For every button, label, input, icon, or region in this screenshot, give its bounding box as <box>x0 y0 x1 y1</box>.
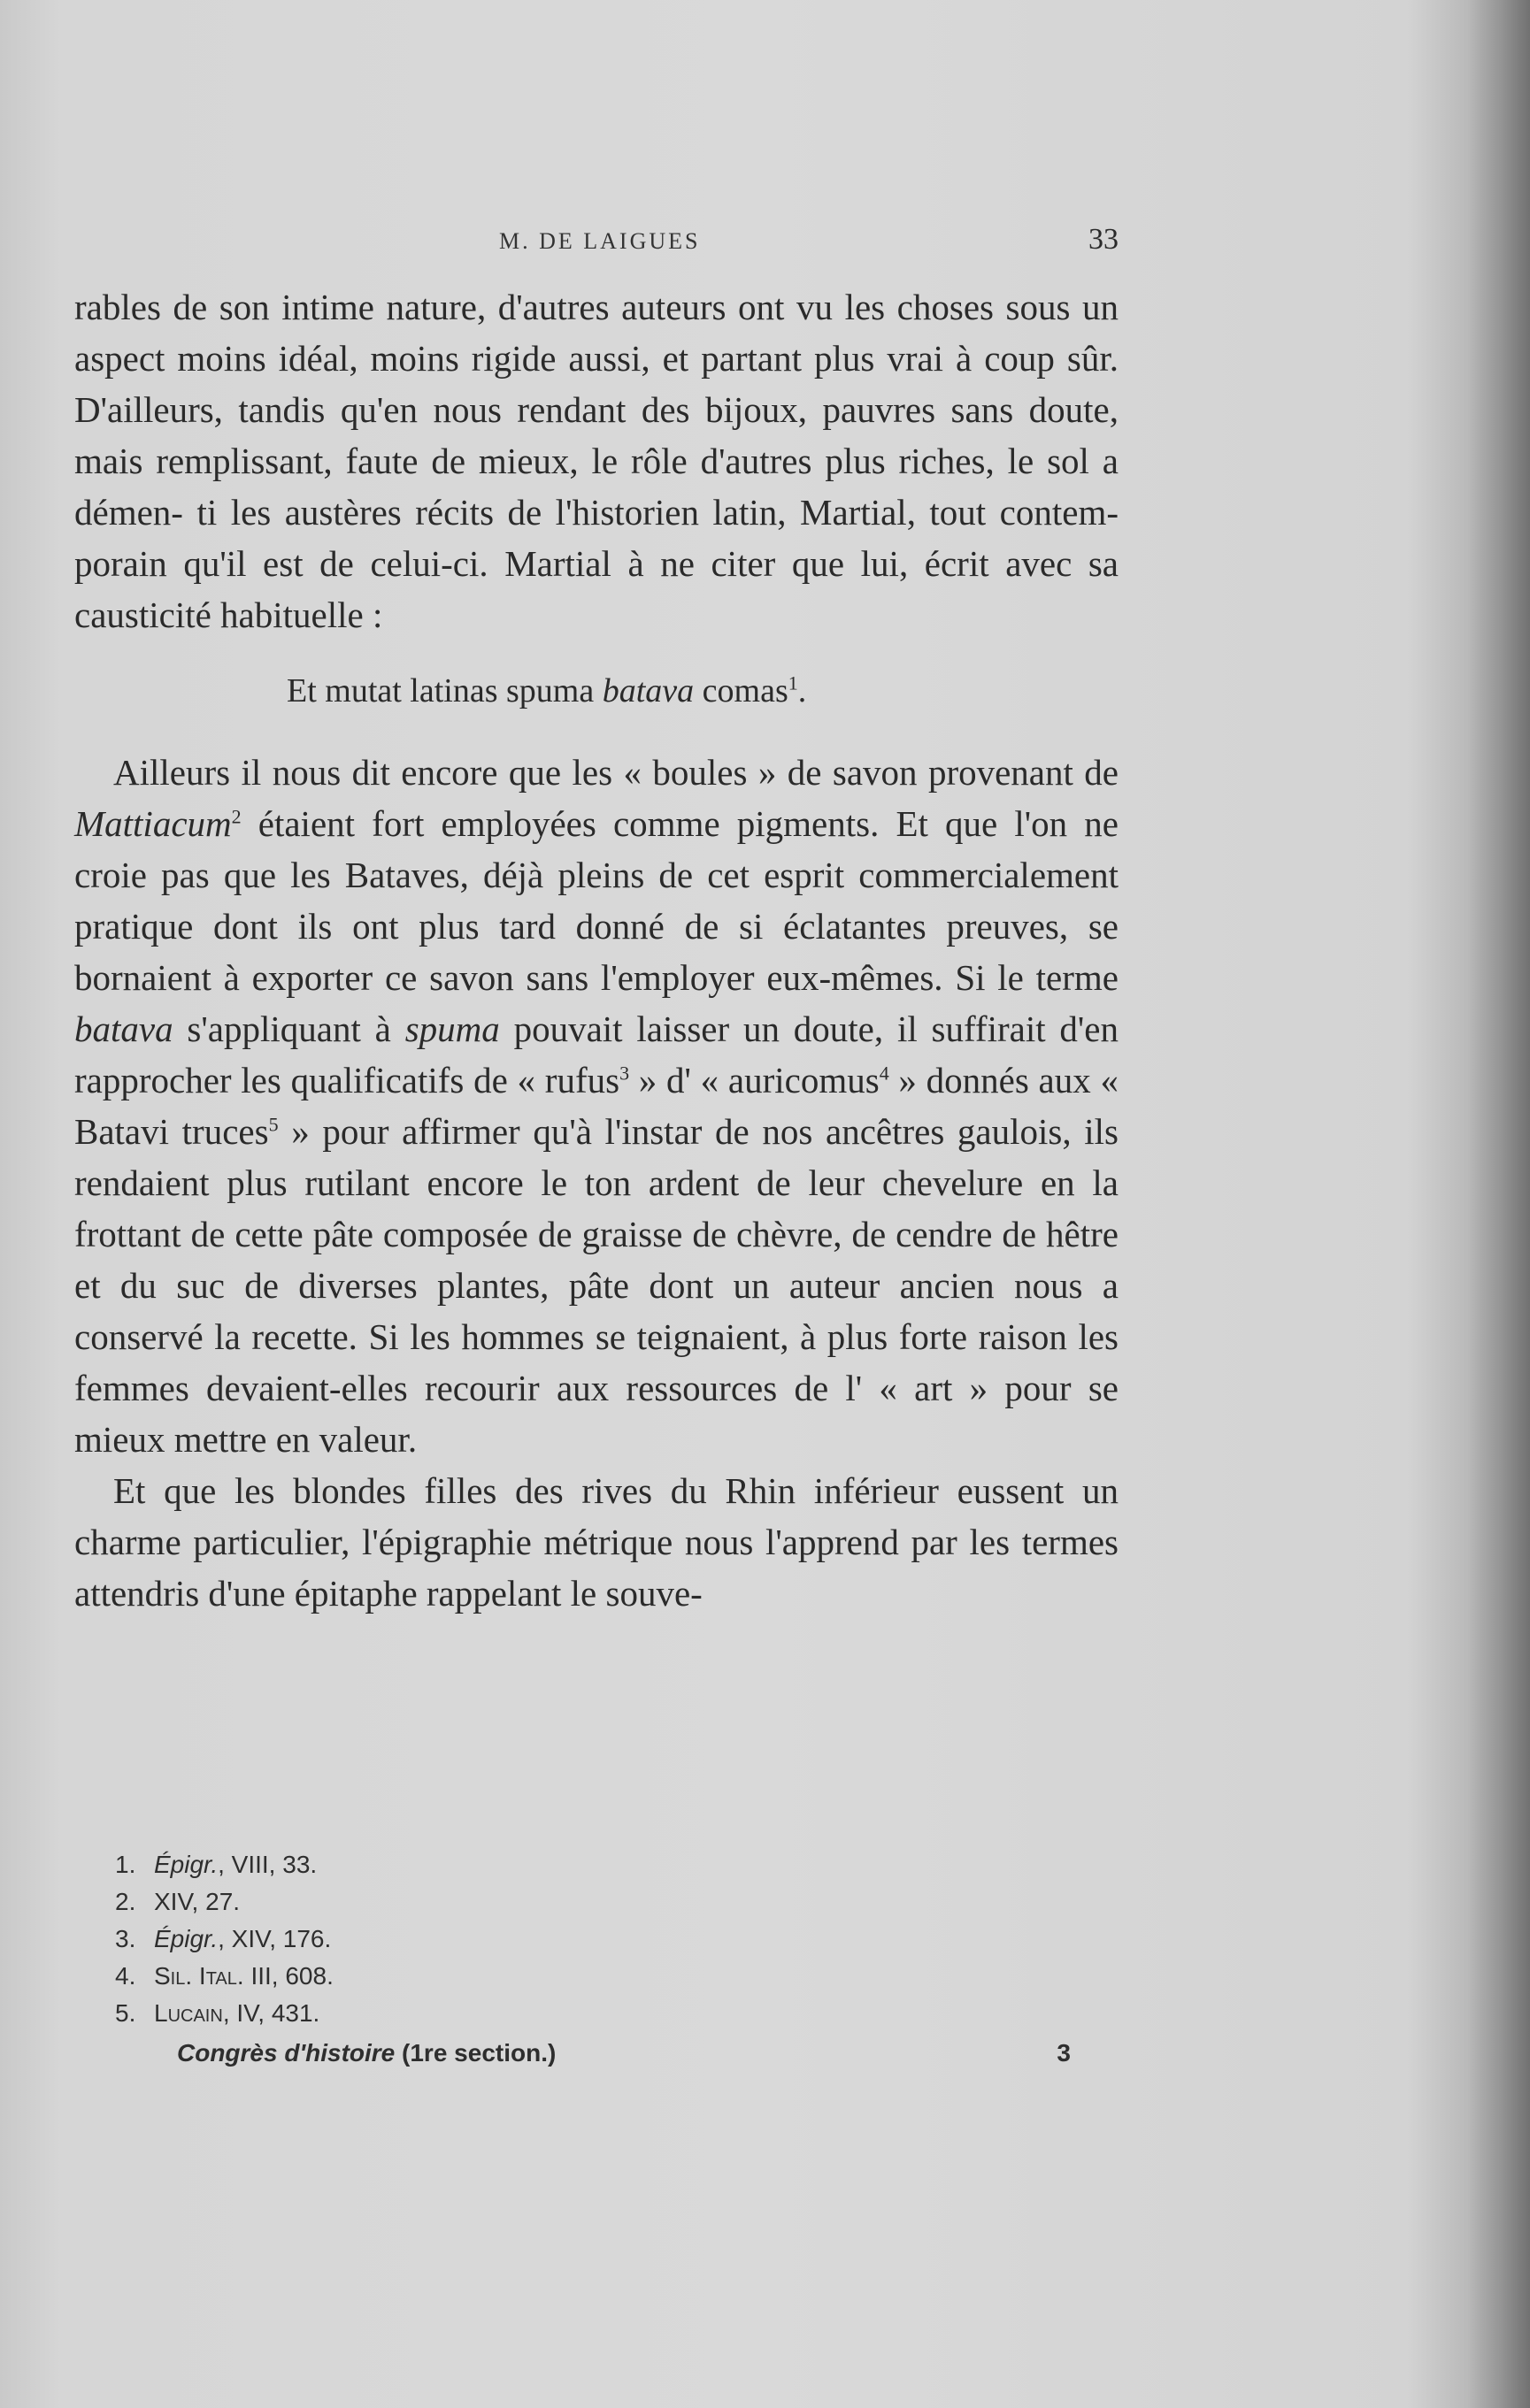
paragraph-2 <box>74 747 1119 1465</box>
paragraph-1 <box>74 281 1119 640</box>
para2-italic-spuma: spuma <box>404 1008 500 1049</box>
verse-text-end: comas <box>694 672 788 709</box>
footnote-author: Lucain <box>154 1999 223 2027</box>
footnote-number: 1. <box>115 1851 136 1878</box>
page-header <box>74 223 1119 258</box>
footnote-text: III, 608. <box>243 1962 334 1990</box>
para1-line-2: choses sous un aspect moins idéal, moins rigide aussi, et <box>74 287 1119 379</box>
footnote-italic: Épigr. <box>154 1925 219 1952</box>
footnote-number: 5. <box>115 1999 136 2027</box>
para2-text-3: s'appliquant à <box>173 1008 405 1049</box>
verse-text-start: Et mutat latinas spuma <box>287 672 603 709</box>
footnote-text: , VIII, 33. <box>218 1851 318 1878</box>
footnotes <box>115 1846 1000 2032</box>
para1-line-5: faute de mieux, le rôle d'autres plus riches, le sol a démen- <box>74 441 1119 533</box>
footnote-4 <box>115 1958 1000 1995</box>
para1-line-1: rables de son intime nature, d'autres auteurs ont vu les <box>74 287 886 327</box>
footnote-3 <box>115 1921 1000 1958</box>
para2-text-5: » d' « auricomus <box>629 1060 880 1100</box>
footnote-ref-1: 1 <box>788 671 798 694</box>
footnote-ref-5: 5 <box>268 1113 279 1136</box>
footnote-1 <box>115 1846 1000 1883</box>
page-number: 33 <box>1088 223 1119 256</box>
signature-section: (1re section.) <box>395 2039 557 2067</box>
footnote-text: XIV, 27. <box>154 1888 241 1915</box>
page-gutter-shadow <box>1468 0 1530 2408</box>
para2-italic-batava: batava <box>74 1008 173 1049</box>
footnote-5 <box>115 1995 1000 2032</box>
para2-text-4: pouvait laisser un doute, il suffirait d'en rapprocher les qualificatifs de « rufus <box>74 1008 1119 1100</box>
footnote-ref-2: 2 <box>231 805 242 828</box>
para2-italic-mattiacum: Mattiacum <box>74 803 232 844</box>
footnote-text: , IV, 431. <box>222 1999 320 2027</box>
para2-text-2: étaient fort employées comme pigments. Et que l'on ne croie pas que les Bataves, déjà pleins de cet esprit commercialement pratique dont ils ont plus tard donné de si éclatantes preuves, se bornaient à exporter ce savon sans l'employer eux-mêmes. Si le terme <box>74 803 1119 998</box>
para1-line-8: avec sa causticité habituelle : <box>74 543 1119 635</box>
footnote-italic: Épigr. <box>154 1851 219 1878</box>
para1-line-3: partant plus vrai à coup sûr. D'ailleurs, tandis qu'en nous <box>74 338 1119 430</box>
footnote-ref-4: 4 <box>879 1062 889 1085</box>
signature-title-italic: Congrès d'histoire <box>177 2039 396 2067</box>
signature-sheet-number: 3 <box>1057 2039 1071 2067</box>
verse-quotation: Et mutat latinas spuma batava comas$^1$. <box>287 671 807 709</box>
footnote-author: Sil. Ital. <box>154 1962 244 1990</box>
verse-italic-word: batava <box>602 672 695 709</box>
para2-text-1: Ailleurs il nous dit encore que les « boules » de savon provenant de <box>113 752 1119 793</box>
footnote-number: 4. <box>115 1962 136 1990</box>
footnote-number: 2. <box>115 1888 136 1915</box>
paragraph-3: Et que les blondes filles des rives du Rhin inférieur eussent un charme particulier, l'épigraphie métrique nous l'apprend par les termes attendris d'une épitaphe rappelant le souve- <box>74 1470 1119 1614</box>
para1-line-4: rendant des bijoux, pauvres sans doute, mais remplissant, <box>74 389 1119 481</box>
main-text <box>74 281 1119 1619</box>
para2-text-7: » pour affirmer qu'à l'instar de nos ancêtres gaulois, ils rendaient plus rutilant encore le ton ardent de leur chevelure en la frottant de cette pâte composée de graisse de chèvre, de cendre de hêtre et du suc de diverses plantes, pâte dont un auteur ancien nous a conservé la recette. Si les hommes se teignaient, à plus forte raison les femmes devaient-elles recourir aux ressources de l' « art » pour se mieux mettre en valeur. <box>74 1111 1119 1460</box>
running-head: M. DE LAIGUES <box>499 228 701 254</box>
para2-text-6: » donnés aux « Batavi truces <box>74 1060 1119 1152</box>
footnote-ref-3: 3 <box>619 1062 630 1085</box>
signature-title <box>177 2039 556 2067</box>
footnote-2 <box>115 1883 1000 1921</box>
para1-line-7: porain qu'il est de celui-ci. Martial à ne citer que lui, écrit <box>74 543 989 584</box>
footnote-number: 3. <box>115 1925 136 1952</box>
signature-line <box>177 2039 1097 2080</box>
footnote-text: , XIV, 176. <box>218 1925 332 1952</box>
para1-line-6: ti les austères récits de l'historien latin, Martial, tout contem- <box>196 492 1119 533</box>
